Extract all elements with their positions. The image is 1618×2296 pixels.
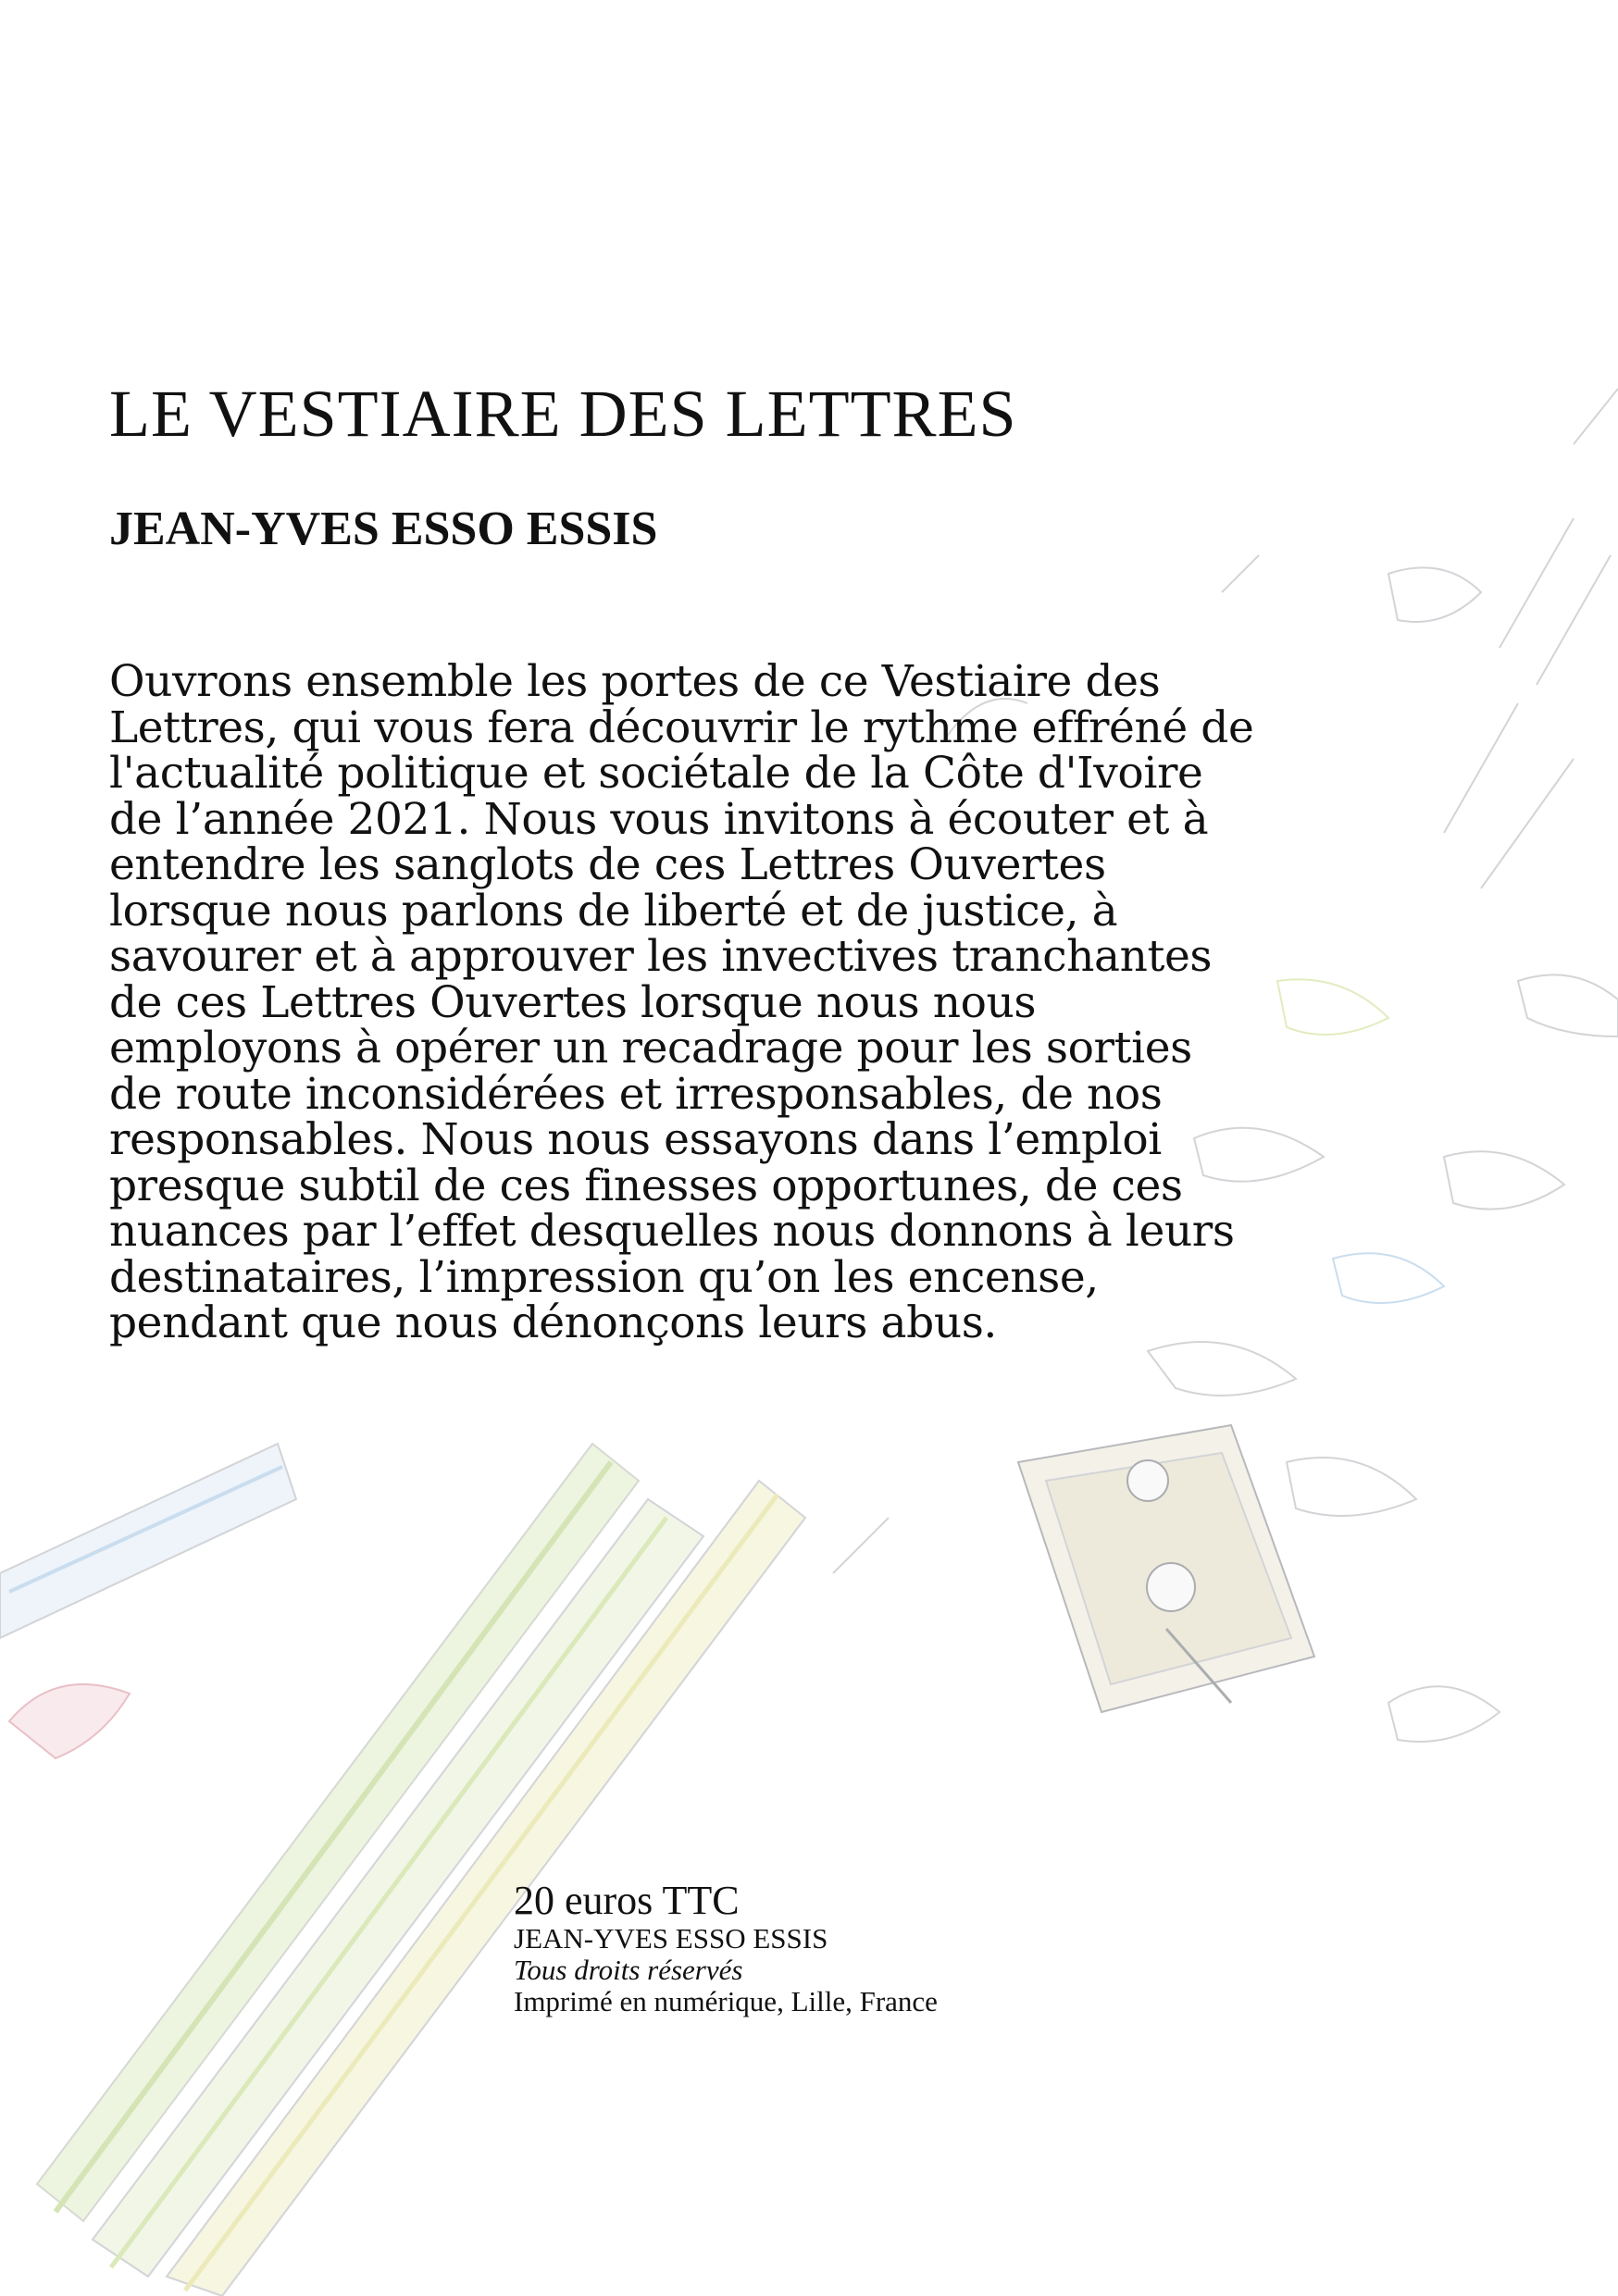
pencil-sharpener [1018,1425,1314,1712]
back-cover-info [514,1879,938,2017]
pencil-blue [0,1444,296,1638]
publisher-author: JEAN-YVES ESSO ESSIS [514,1922,828,1955]
book-blurb: Ouvrons ensemble les portes de ce Vestiaire des Lettres, qui vous fera découvrir le rythme effréné de l'actualité politique et sociétale de la Côte d'Ivoire de l’année 2021. Nous vous invitons à écouter et à entendre les sanglots de ces Lettres Ouvertes lorsque nous parlons de liberté et de justice, à savourer et à approuver les invectives tranchantes de ces Lettres Ouvertes lorsque nous nous employons à opérer un recadrage pour les sorties de route inconsidérées et irresponsables, de nos responsables. Nous nous essayons dans l’emploi presque subtil de ces finesses opportunes, de ces nuances par l’effet desquelles nous donnons à leurs destinataires, l’impression qu’on les encense, pendant que nous dénonçons leurs abus. [109,656,1254,1348]
printer-notice: Imprimé en numérique, Lille, France [514,1985,938,2017]
price-label: 20 euros TTC [514,1878,740,1923]
book-title: LE VESTIAIRE DES LETTRES [109,377,1017,451]
rights-notice: Tous droits réservés [514,1954,743,1986]
author-name: JEAN-YVES ESSO ESSIS [109,503,658,555]
